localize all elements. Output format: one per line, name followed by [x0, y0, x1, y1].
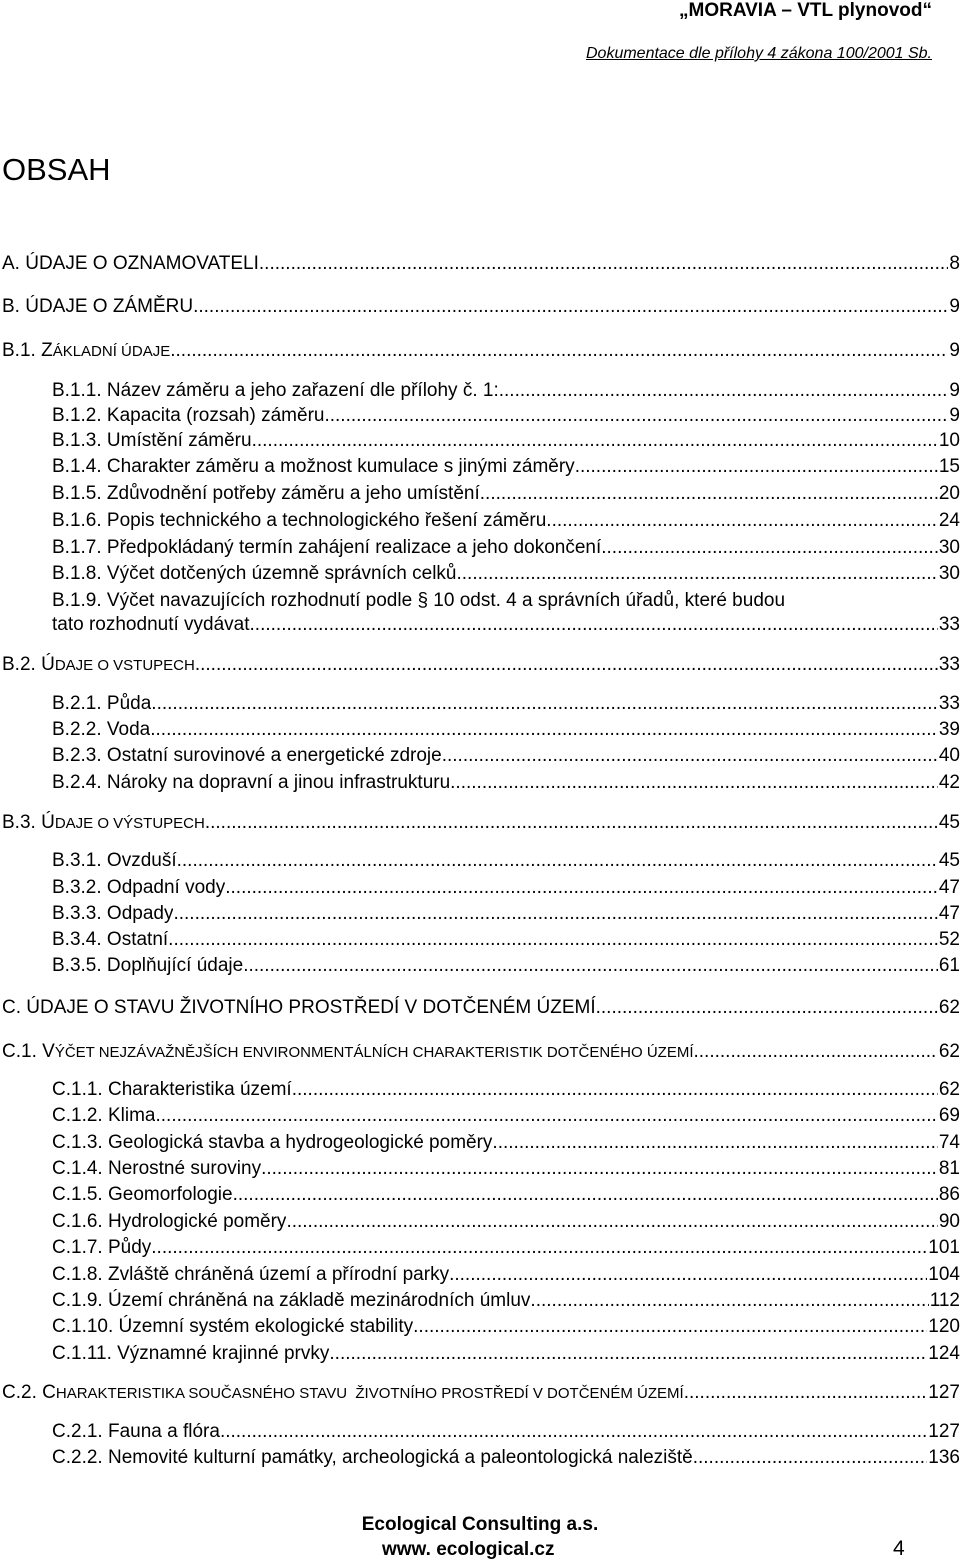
- toc-leader: [286, 1210, 937, 1234]
- toc-page-number: 104: [928, 1264, 960, 1285]
- toc-entry-label: C.1.5. Geomorfologie: [52, 1184, 233, 1205]
- toc-page-number: 69: [938, 1105, 960, 1126]
- toc-entry: [0, 295, 960, 319]
- toc-entry: [0, 1131, 960, 1155]
- toc-page-number: 40: [938, 745, 960, 766]
- toc-entry: [0, 996, 960, 1020]
- toc-page-number: 74: [938, 1132, 960, 1153]
- footer-website: www. ecological.cz: [382, 1539, 555, 1560]
- toc-page-number: 33: [938, 614, 960, 635]
- toc-entry-label: B.2.2. Voda: [52, 719, 151, 740]
- toc-entry-label: B.2. ÚDAJE O VSTUPECH: [2, 654, 195, 675]
- toc-entry-label-line1: B.1.9. Výčet navazujících rozhodnutí podle § 10 odst. 4 a správních úřadů, které budou: [52, 590, 786, 611]
- toc-page-number: 52: [938, 929, 960, 950]
- toc-entry-label: B.1.3. Umístění záměru: [52, 430, 252, 451]
- header-title: „MORAVIA – VTL plynovod“: [679, 0, 932, 21]
- toc-entry: [0, 509, 960, 533]
- toc-entry: [0, 429, 960, 453]
- toc-leader: [601, 536, 938, 560]
- toc-entry-label: B.3.2. Odpadní vody: [52, 877, 226, 898]
- toc-entry: [0, 1078, 960, 1102]
- toc-entry-label: B.3.4. Ostatní: [52, 929, 169, 950]
- toc-page-number: 33: [938, 654, 960, 675]
- toc-entry-label: C.1.10. Územní systém ekologické stability: [52, 1316, 414, 1337]
- footer-company: Ecological Consulting a.s.: [361, 1514, 599, 1535]
- toc-entry-label: B.2.3. Ostatní surovinové a energetické zdroje: [52, 745, 442, 766]
- toc-entry-label: C.1.9. Území chráněná na základě mezinárodních úmluv: [52, 1290, 531, 1311]
- toc-entry-label: C.1.8. Zvláště chráněná území a přírodní parky: [52, 1264, 450, 1285]
- toc-entry-label: B.1.5. Zdůvodnění potřeby záměru a jeho umístění: [52, 483, 480, 504]
- toc-entry: [0, 1315, 960, 1339]
- toc-entry-label: C.2. CHARAKTERISTIKA SOUČASNÉHO STAVU ŽIVOTNÍHO PROSTŘEDÍ V DOTČENÉM ÚZEMÍ: [2, 1382, 684, 1403]
- toc-page-number: 42: [938, 772, 960, 793]
- toc-leader: [220, 1420, 927, 1444]
- toc-page-number: 127: [928, 1382, 960, 1403]
- toc-page-number: 45: [938, 812, 960, 833]
- toc-leader: [492, 1131, 937, 1155]
- toc-leader: [546, 509, 938, 533]
- toc-entry-label: C.1. VÝČET NEJZÁVAŽNĚJŠÍCH ENVIRONMENTÁLNÍCH CHARAKTERISTIK DOTČENÉHO ÚZEMÍ: [2, 1041, 694, 1062]
- toc-entry: [0, 455, 960, 479]
- toc-entry-label: C.1.6. Hydrologické poměry: [52, 1211, 287, 1232]
- toc-entry-label: B.1. ZÁKLADNÍ ÚDAJE: [2, 340, 171, 361]
- toc-leader: [684, 1381, 928, 1405]
- toc-leader: [261, 1157, 938, 1181]
- toc-leader: [168, 928, 938, 952]
- toc-entry: [0, 1263, 960, 1287]
- toc-entry-label: B. ÚDAJE O ZÁMĚRU: [2, 296, 194, 317]
- toc-entry-label: C.2.2. Nemovité kulturní památky, archeologická a paleontologická naleziště: [52, 1447, 693, 1468]
- toc-entry-label: C.1.3. Geologická stavba a hydrogeologické poměry: [52, 1132, 493, 1153]
- toc-leader: [499, 379, 949, 403]
- toc-leader: [413, 1315, 927, 1339]
- toc-page-number: 45: [938, 850, 960, 871]
- toc-entry: [0, 404, 960, 428]
- toc-leader: [457, 562, 938, 586]
- toc-leader: [177, 849, 938, 873]
- toc-page-number: 112: [929, 1290, 960, 1311]
- toc-entry: [0, 339, 960, 363]
- toc-leader: [205, 811, 938, 835]
- toc-leader: [250, 613, 938, 637]
- toc-leader: [173, 902, 937, 926]
- toc-entry-label: C. ÚDAJE O STAVU ŽIVOTNÍHO PROSTŘEDÍ V DOTČENÉM ÚZEMÍ: [2, 997, 596, 1018]
- toc-leader: [575, 455, 938, 479]
- header-subtitle: Dokumentace dle přílohy 4 zákona 100/2001 Sb.: [585, 45, 932, 62]
- toc-page-number: 39: [938, 719, 960, 740]
- toc-entry: [0, 653, 960, 677]
- toc-entry: [0, 1289, 960, 1313]
- toc-entry-label: B.1.2. Kapacita (rozsah) záměru: [52, 405, 325, 426]
- toc-entry: [0, 1210, 960, 1234]
- toc-leader: [195, 653, 938, 677]
- toc-entry-label: A. ÚDAJE O OZNAMOVATELI: [2, 253, 259, 274]
- toc-leader: [233, 1183, 938, 1207]
- toc-entry: [0, 1381, 960, 1405]
- toc-entry: [0, 1157, 960, 1181]
- toc-leader: [693, 1446, 928, 1470]
- toc-entry: [0, 1236, 960, 1260]
- toc-entry: [0, 1040, 960, 1064]
- toc-page-number: 24: [938, 510, 960, 531]
- toc-leader: [259, 252, 949, 276]
- toc-entry-label: B.2.4. Nároky na dopravní a jinou infrastrukturu: [52, 772, 451, 793]
- toc-page-number: 124: [928, 1343, 960, 1364]
- toc-page-number: 62: [938, 997, 960, 1018]
- toc-entry: [0, 928, 960, 952]
- toc-entry: [0, 1183, 960, 1207]
- toc-entry: [0, 1104, 960, 1128]
- page-title: OBSAH: [2, 152, 111, 187]
- toc-entry-label: B.1.1. Název záměru a jeho zařazení dle přílohy č. 1:: [52, 380, 499, 401]
- toc-entry: [0, 482, 960, 506]
- toc-leader: [694, 1040, 938, 1064]
- toc-page-number: 20: [938, 483, 960, 504]
- toc-page-number: 9: [949, 380, 960, 401]
- toc-leader: [442, 744, 938, 768]
- toc-entry: [0, 1446, 960, 1470]
- toc-page-number: 9: [949, 405, 960, 426]
- toc-page-number: 136: [928, 1447, 960, 1468]
- toc-entry-label: C.1.1. Charakteristika území: [52, 1079, 292, 1100]
- toc-entry-label: B.3.3. Odpady: [52, 903, 174, 924]
- toc-page-number: 30: [938, 563, 960, 584]
- toc-entry: [0, 811, 960, 835]
- toc-leader: [151, 1236, 927, 1260]
- toc-entry: [0, 1420, 960, 1444]
- toc-leader: [480, 482, 938, 506]
- toc-page-number: 62: [938, 1041, 960, 1062]
- toc-leader: [150, 718, 938, 742]
- toc-entry: [0, 589, 960, 637]
- toc-page-number: 10: [938, 430, 960, 451]
- toc-page-number: 86: [938, 1184, 960, 1205]
- toc-page-number: 61: [938, 955, 960, 976]
- toc-entry: [0, 379, 960, 403]
- toc-page-number: 15: [938, 456, 960, 477]
- toc-entry-label: B.3.5. Doplňující údaje: [52, 955, 244, 976]
- toc-page-number: 33: [938, 693, 960, 714]
- toc-entry: [0, 876, 960, 900]
- toc-leader: [252, 429, 938, 453]
- page-number: 4: [893, 1537, 905, 1560]
- toc-leader: [530, 1289, 928, 1313]
- toc-page-number: 30: [938, 537, 960, 558]
- toc-page-number: 9: [949, 296, 960, 317]
- toc-leader: [449, 1263, 927, 1287]
- toc-entry-label: C.1.7. Půdy: [52, 1237, 152, 1258]
- toc-leader: [596, 996, 938, 1020]
- toc-entry-label: C.1.4. Nerostné suroviny: [52, 1158, 262, 1179]
- toc-leader: [155, 1104, 937, 1128]
- toc-entry: [0, 744, 960, 768]
- toc-page-number: 62: [938, 1079, 960, 1100]
- toc-page-number: 47: [938, 903, 960, 924]
- toc-leader: [170, 339, 948, 363]
- toc-entry-label: B.1.7. Předpokládaný termín zahájení realizace a jeho dokončení: [52, 537, 602, 558]
- toc-leader: [243, 954, 938, 978]
- toc-page-number: 101: [928, 1237, 960, 1258]
- toc-entry: [0, 902, 960, 926]
- toc-entry: [0, 849, 960, 873]
- toc-page-number: 9: [949, 340, 960, 361]
- toc-entry-label: B.3.1. Ovzduší: [52, 850, 177, 871]
- toc-entry-label: tato rozhodnutí vydávat: [52, 614, 250, 635]
- toc-entry-label: B.2.1. Půda: [52, 693, 152, 714]
- toc-entry: [0, 954, 960, 978]
- toc-leader: [292, 1078, 938, 1102]
- toc-page-number: 8: [949, 253, 960, 274]
- toc-page-number: 127: [928, 1421, 960, 1442]
- toc-entry-label: C.1.2. Klima: [52, 1105, 156, 1126]
- toc-entry: [0, 1342, 960, 1366]
- toc-entry: [0, 562, 960, 586]
- toc-leader: [324, 404, 948, 428]
- toc-entry-label: B.1.8. Výčet dotčených územně správních celků: [52, 563, 457, 584]
- toc-page-number: 47: [938, 877, 960, 898]
- toc-leader: [225, 876, 938, 900]
- toc-leader: [450, 771, 938, 795]
- toc-entry-label: C.2.1. Fauna a flóra: [52, 1421, 220, 1442]
- toc-leader: [329, 1342, 927, 1366]
- toc-entry-label: B.1.6. Popis technického a technologického řešení záměru: [52, 510, 547, 531]
- toc-entry: [0, 718, 960, 742]
- toc-leader: [151, 692, 938, 716]
- toc-entry: [0, 771, 960, 795]
- toc-entry-label: B.1.4. Charakter záměru a možnost kumulace s jinými záměry: [52, 456, 575, 477]
- toc-entry-label: C.1.11. Významné krajinné prvky: [52, 1343, 330, 1364]
- toc-entry: [0, 536, 960, 560]
- toc-page-number: 90: [938, 1211, 960, 1232]
- toc-entry: [0, 692, 960, 716]
- toc-entry: [0, 252, 960, 276]
- toc-leader: [193, 295, 948, 319]
- toc-page-number: 120: [928, 1316, 960, 1337]
- toc-page-number: 81: [938, 1158, 960, 1179]
- toc-entry-label: B.3. ÚDAJE O VÝSTUPECH: [2, 812, 205, 833]
